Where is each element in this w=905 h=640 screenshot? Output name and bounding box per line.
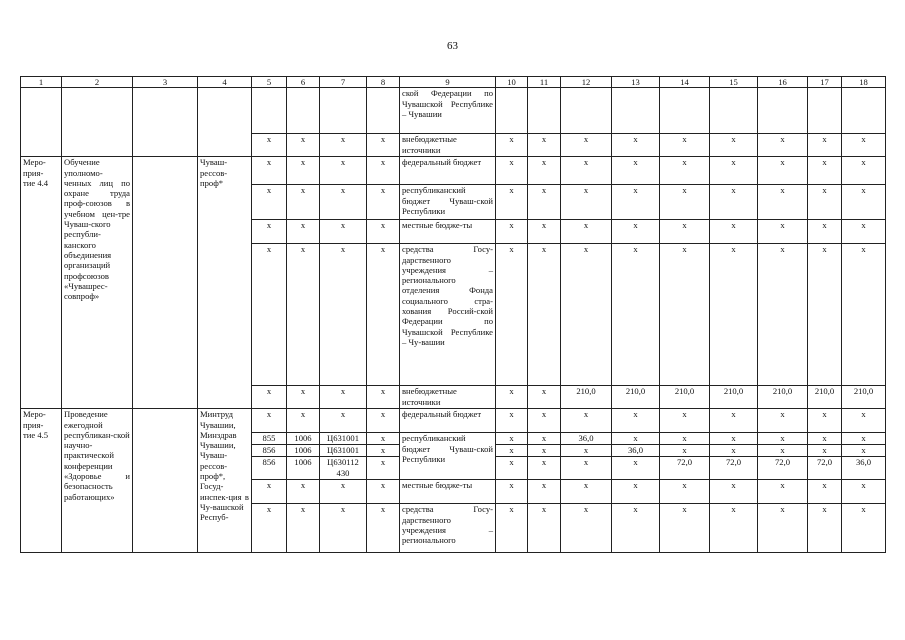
code-cell: x — [320, 504, 367, 553]
empty-cell — [561, 88, 612, 134]
code-cell: x — [320, 244, 367, 386]
code-cell: 1006 — [287, 457, 320, 480]
code-cell: x — [252, 244, 287, 386]
measure-label: Меро- прия- тие 4.4 — [21, 157, 62, 409]
value-cell: x — [842, 157, 886, 185]
value-cell: x — [528, 480, 561, 504]
value-cell: x — [808, 220, 842, 244]
value-cell: x — [808, 409, 842, 433]
value-cell: x — [612, 220, 660, 244]
value-cell: x — [528, 185, 561, 220]
value-cell: x — [808, 157, 842, 185]
value-cell: x — [561, 445, 612, 457]
funding-source-cell: республиканский бюджет Чуваш-ской Республики — [400, 185, 496, 220]
value-cell: x — [660, 244, 710, 386]
empty-cell — [528, 88, 561, 134]
funding-source-cell: внебюджетные источники — [400, 386, 496, 409]
value-cell: 210,0 — [842, 386, 886, 409]
value-cell: x — [561, 134, 612, 157]
empty-cell — [367, 88, 400, 134]
value-cell: x — [496, 244, 528, 386]
value-cell: x — [612, 457, 660, 480]
code-cell: x — [320, 157, 367, 185]
value-cell: x — [561, 185, 612, 220]
code-cell: x — [287, 409, 320, 433]
value-cell: x — [528, 386, 561, 409]
column-header-7: 7 — [320, 77, 367, 88]
code-cell: x — [320, 185, 367, 220]
value-cell: 72,0 — [758, 457, 808, 480]
funding-source-cell: ской Федерации по Чувашской Республике – Чувашии — [400, 88, 496, 134]
code-cell: x — [252, 480, 287, 504]
funding-source-cell: средства Госу-дарственного учреждения – регионального — [400, 504, 496, 553]
value-cell: x — [710, 220, 758, 244]
value-cell: x — [660, 409, 710, 433]
empty-cell — [660, 88, 710, 134]
code-cell: x — [287, 220, 320, 244]
column-header-15: 15 — [710, 77, 758, 88]
header-row — [21, 77, 886, 88]
code-cell: 855 — [252, 433, 287, 445]
funding-source-cell: федеральный бюджет — [400, 409, 496, 433]
empty-cell — [133, 157, 198, 409]
value-cell: x — [528, 445, 561, 457]
value-cell: x — [612, 433, 660, 445]
value-cell: x — [808, 504, 842, 553]
value-cell: 210,0 — [612, 386, 660, 409]
column-header-5: 5 — [252, 77, 287, 88]
value-cell: x — [528, 157, 561, 185]
code-cell: x — [287, 134, 320, 157]
empty-cell — [21, 134, 62, 157]
value-cell: x — [496, 134, 528, 157]
code-cell: x — [367, 445, 400, 457]
value-cell: x — [612, 157, 660, 185]
value-cell: 210,0 — [660, 386, 710, 409]
value-cell: x — [528, 220, 561, 244]
value-cell: x — [710, 157, 758, 185]
value-cell: x — [758, 409, 808, 433]
value-cell: x — [758, 504, 808, 553]
code-cell: x — [252, 185, 287, 220]
value-cell: x — [496, 386, 528, 409]
code-cell: x — [287, 504, 320, 553]
code-cell: x — [252, 409, 287, 433]
code-cell: x — [252, 386, 287, 409]
column-header-1: 1 — [21, 77, 62, 88]
value-cell: x — [710, 134, 758, 157]
code-cell: x — [320, 220, 367, 244]
value-cell: x — [528, 433, 561, 445]
code-cell: x — [367, 386, 400, 409]
value-cell: x — [808, 185, 842, 220]
measure-executor: Минтруд Чувашии, Минздрав Чувашии, Чуваш-рессов-проф*, Госуд-инспек-ция в Чу-вашской Респуб- — [198, 409, 252, 553]
value-cell: x — [842, 185, 886, 220]
value-cell: 72,0 — [660, 457, 710, 480]
code-cell: x — [252, 220, 287, 244]
value-cell: x — [612, 185, 660, 220]
value-cell: x — [612, 480, 660, 504]
funding-source-cell: местные бюдже-ты — [400, 220, 496, 244]
value-cell: x — [842, 409, 886, 433]
code-cell: x — [367, 457, 400, 480]
value-cell: x — [842, 433, 886, 445]
value-cell: x — [496, 185, 528, 220]
value-cell: x — [496, 409, 528, 433]
value-cell: x — [660, 220, 710, 244]
value-cell: 210,0 — [710, 386, 758, 409]
code-cell: 856 — [252, 457, 287, 480]
value-cell: x — [612, 134, 660, 157]
empty-cell — [842, 88, 886, 134]
code-cell: Ц630112 430 — [320, 457, 367, 480]
value-cell: x — [528, 244, 561, 386]
measure-name: Обучение уполномо-ченных лиц по охране труда проф-союзов в учебном цен-тре Чуваш-ского республи-канского объединения организаций профсоюзов «Чувашрес-совпроф» — [62, 157, 133, 409]
value-cell: x — [842, 220, 886, 244]
value-cell: x — [496, 457, 528, 480]
value-cell: x — [561, 480, 612, 504]
table-row — [21, 88, 886, 134]
empty-cell — [198, 134, 252, 157]
value-cell: x — [842, 445, 886, 457]
funding-source-cell: внебюджетные источники — [400, 134, 496, 157]
empty-cell — [287, 88, 320, 134]
value-cell: x — [660, 504, 710, 553]
code-cell: x — [287, 185, 320, 220]
code-cell: Ц631001 — [320, 433, 367, 445]
code-cell: x — [287, 157, 320, 185]
code-cell: 1006 — [287, 445, 320, 457]
column-header-6: 6 — [287, 77, 320, 88]
value-cell: x — [710, 433, 758, 445]
value-cell: 210,0 — [561, 386, 612, 409]
value-cell: x — [710, 445, 758, 457]
value-cell: 36,0 — [612, 445, 660, 457]
code-cell: 856 — [252, 445, 287, 457]
code-cell: x — [287, 386, 320, 409]
column-header-10: 10 — [496, 77, 528, 88]
empty-cell — [133, 134, 198, 157]
funding-source-cell: республиканский бюджет Чуваш-ской Республики — [400, 433, 496, 480]
value-cell: 36,0 — [842, 457, 886, 480]
funding-source-cell: средства Госу-дарственного учреждения – регионального отделения Фонда социального стра-хования Россий-ской Федерации по Чувашской Республике – Чу-вашии — [400, 244, 496, 386]
column-header-14: 14 — [660, 77, 710, 88]
value-cell: x — [496, 157, 528, 185]
value-cell: x — [496, 504, 528, 553]
value-cell: x — [660, 157, 710, 185]
value-cell: x — [842, 134, 886, 157]
empty-cell — [252, 88, 287, 134]
code-cell: x — [320, 409, 367, 433]
value-cell: x — [808, 134, 842, 157]
value-cell: x — [612, 504, 660, 553]
value-cell: 72,0 — [710, 457, 758, 480]
value-cell: x — [710, 409, 758, 433]
value-cell: x — [496, 445, 528, 457]
value-cell: x — [561, 244, 612, 386]
code-cell: x — [367, 134, 400, 157]
value-cell: x — [561, 157, 612, 185]
value-cell: x — [710, 244, 758, 386]
code-cell: x — [252, 157, 287, 185]
value-cell: x — [758, 134, 808, 157]
value-cell: x — [808, 433, 842, 445]
empty-cell — [133, 88, 198, 134]
value-cell: x — [808, 480, 842, 504]
empty-cell — [320, 88, 367, 134]
value-cell: x — [612, 409, 660, 433]
value-cell: x — [496, 480, 528, 504]
empty-cell — [198, 88, 252, 134]
empty-cell — [758, 88, 808, 134]
value-cell: 210,0 — [808, 386, 842, 409]
column-header-11: 11 — [528, 77, 561, 88]
funding-source-cell: федеральный бюджет — [400, 157, 496, 185]
value-cell: x — [842, 504, 886, 553]
value-cell: x — [561, 457, 612, 480]
value-cell: x — [710, 480, 758, 504]
budget-table — [20, 76, 886, 553]
empty-cell — [808, 88, 842, 134]
value-cell: x — [660, 433, 710, 445]
empty-cell — [21, 88, 62, 134]
value-cell: x — [758, 157, 808, 185]
funding-source-cell: местные бюдже-ты — [400, 480, 496, 504]
value-cell: x — [612, 244, 660, 386]
column-header-9: 9 — [400, 77, 496, 88]
empty-cell — [62, 88, 133, 134]
code-cell: Ц631001 — [320, 445, 367, 457]
value-cell: x — [758, 220, 808, 244]
code-cell: x — [367, 244, 400, 386]
value-cell: x — [528, 504, 561, 553]
value-cell: x — [528, 457, 561, 480]
code-cell: 1006 — [287, 433, 320, 445]
code-cell: x — [367, 220, 400, 244]
value-cell: x — [842, 244, 886, 386]
column-header-8: 8 — [367, 77, 400, 88]
column-header-16: 16 — [758, 77, 808, 88]
value-cell: x — [660, 445, 710, 457]
code-cell: x — [367, 157, 400, 185]
value-cell: 210,0 — [758, 386, 808, 409]
value-cell: x — [758, 244, 808, 386]
value-cell: x — [561, 504, 612, 553]
value-cell: x — [561, 220, 612, 244]
code-cell: x — [367, 433, 400, 445]
empty-cell — [62, 134, 133, 157]
value-cell: x — [758, 445, 808, 457]
code-cell: x — [367, 480, 400, 504]
column-header-2: 2 — [62, 77, 133, 88]
value-cell: x — [496, 220, 528, 244]
value-cell: x — [660, 185, 710, 220]
value-cell: x — [758, 433, 808, 445]
code-cell: x — [367, 409, 400, 433]
code-cell: x — [320, 480, 367, 504]
code-cell: x — [287, 244, 320, 386]
empty-cell — [710, 88, 758, 134]
column-header-17: 17 — [808, 77, 842, 88]
column-header-3: 3 — [133, 77, 198, 88]
code-cell: x — [252, 134, 287, 157]
column-header-18: 18 — [842, 77, 886, 88]
code-cell: x — [320, 134, 367, 157]
column-header-12: 12 — [561, 77, 612, 88]
value-cell: 36,0 — [561, 433, 612, 445]
value-cell: x — [710, 185, 758, 220]
empty-cell — [612, 88, 660, 134]
value-cell: x — [528, 409, 561, 433]
value-cell: x — [528, 134, 561, 157]
code-cell: x — [367, 185, 400, 220]
measure-name: Проведение ежегодной республикан-ской научно-практической конференции «Здоровье и безопасность работающих» — [62, 409, 133, 553]
value-cell: 72,0 — [808, 457, 842, 480]
code-cell: x — [367, 504, 400, 553]
value-cell: x — [660, 480, 710, 504]
table-row — [21, 157, 886, 185]
value-cell: x — [561, 409, 612, 433]
value-cell: x — [758, 185, 808, 220]
code-cell: x — [287, 480, 320, 504]
value-cell: x — [758, 480, 808, 504]
column-header-4: 4 — [198, 77, 252, 88]
value-cell: x — [842, 480, 886, 504]
measure-executor: Чуваш-рессов-проф* — [198, 157, 252, 409]
empty-cell — [496, 88, 528, 134]
column-header-13: 13 — [612, 77, 660, 88]
empty-cell — [133, 409, 198, 553]
table-row — [21, 409, 886, 433]
value-cell: x — [660, 134, 710, 157]
value-cell: x — [808, 445, 842, 457]
value-cell: x — [808, 244, 842, 386]
code-cell: x — [252, 504, 287, 553]
value-cell: x — [710, 504, 758, 553]
code-cell: x — [320, 386, 367, 409]
value-cell: x — [496, 433, 528, 445]
measure-label: Меро- прия- тие 4.5 — [21, 409, 62, 553]
table-row — [21, 134, 886, 157]
page-number: 63 — [447, 40, 458, 52]
